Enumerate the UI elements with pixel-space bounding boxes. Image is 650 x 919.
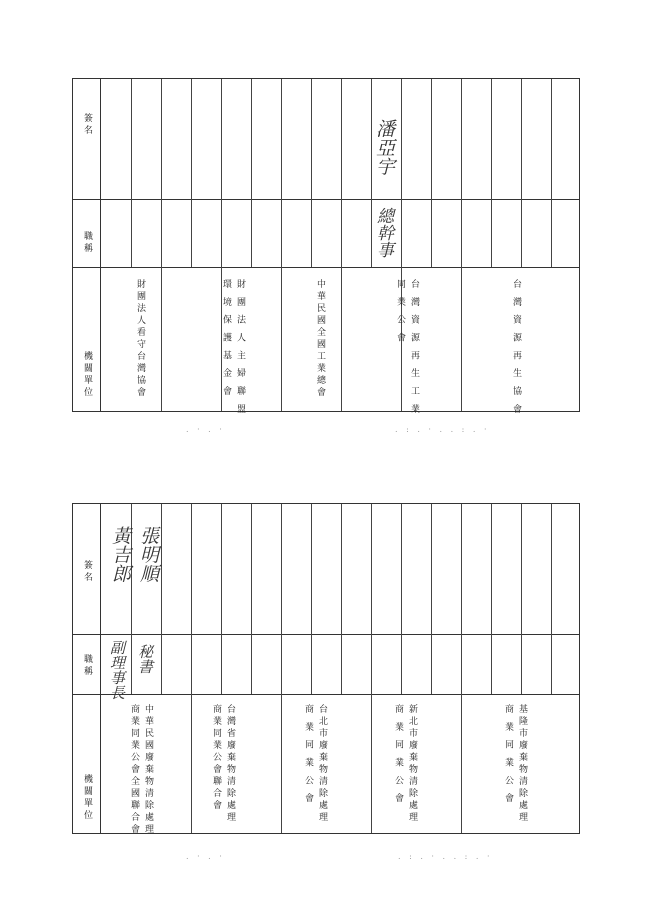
- header-signature: 簽名: [82, 113, 92, 137]
- header-title: 職稱: [82, 231, 92, 255]
- row-line: [491, 79, 492, 267]
- row-line: [251, 504, 252, 694]
- org-name: 中華民國廢棄物清除處理 商業同業公會全國聯合會: [129, 704, 153, 836]
- org-name: 基隆市廢棄物清除處理 商 業 同 業 公 會: [503, 704, 527, 824]
- org-name: 台灣省廢棄物清除處理 商業同業公會聯合會: [211, 704, 235, 824]
- row-line: [551, 79, 552, 267]
- row-line: [521, 504, 522, 694]
- handwritten-title: 秘書: [136, 644, 154, 674]
- handwritten-signature: 張明順: [137, 526, 159, 583]
- row-line: [311, 504, 312, 694]
- header-signature: 簽名: [82, 560, 92, 584]
- header-org: 機關單位: [82, 351, 92, 399]
- org-name: 台北市廢棄物清除處理 商 業 同 業 公 會: [303, 704, 327, 824]
- header-row: [73, 79, 101, 411]
- divider-signature-title: [73, 199, 579, 200]
- group-line: [371, 504, 372, 833]
- group-line: [341, 79, 342, 411]
- row-line: [521, 79, 522, 267]
- signature-table-top: [72, 78, 580, 417]
- row-line: [401, 504, 402, 694]
- row-line: [431, 79, 432, 267]
- org-name: 中華民國全國工業總會: [315, 279, 325, 399]
- handwritten-title: 副理事長: [108, 640, 126, 700]
- scan-mark: . · . ·: [186, 852, 225, 861]
- org-name: 財 團 法 人 主 婦 聯 盟 環 境 保 護 基 金 會: [221, 279, 245, 417]
- row-line: [551, 504, 552, 694]
- signature-table-bottom: [72, 503, 580, 834]
- row-line: [221, 504, 222, 694]
- handwritten-signature: 潘亞宇: [373, 119, 395, 176]
- divider-signature-title: [73, 634, 579, 635]
- row-line: [251, 79, 252, 267]
- row-line: [191, 79, 192, 267]
- scan-mark: . : . · . . : . ·: [395, 425, 490, 434]
- scan-mark: . · . ·: [186, 425, 225, 434]
- row-line: [341, 504, 342, 694]
- group-line: [461, 504, 462, 833]
- row-line: [431, 504, 432, 694]
- org-name: 財團法人看守台灣協會: [135, 279, 145, 399]
- divider-title-org: [73, 267, 579, 268]
- row-line: [491, 504, 492, 694]
- scan-mark: . : . · . . : . ·: [398, 852, 493, 861]
- header-row: [73, 504, 101, 833]
- group-line: [161, 79, 162, 411]
- group-line: [281, 79, 282, 411]
- handwritten-signature: 黃吉郎: [109, 526, 131, 583]
- row-line: [131, 79, 132, 267]
- header-org: 機關單位: [82, 774, 92, 822]
- header-title: 職稱: [82, 654, 92, 678]
- org-name: 台 灣 資 源 再 生 工 業 同 業 公 會: [395, 279, 419, 417]
- group-line: [191, 504, 192, 833]
- handwritten-title: 總幹事: [373, 207, 393, 258]
- org-name: 台 灣 資 源 再 生 協 會: [511, 279, 521, 417]
- org-name: 新北市廢棄物清除處理 商 業 同 業 公 會: [393, 704, 417, 824]
- group-line: [281, 504, 282, 833]
- divider-title-org: [73, 694, 579, 695]
- group-line: [461, 79, 462, 411]
- row-line: [311, 79, 312, 267]
